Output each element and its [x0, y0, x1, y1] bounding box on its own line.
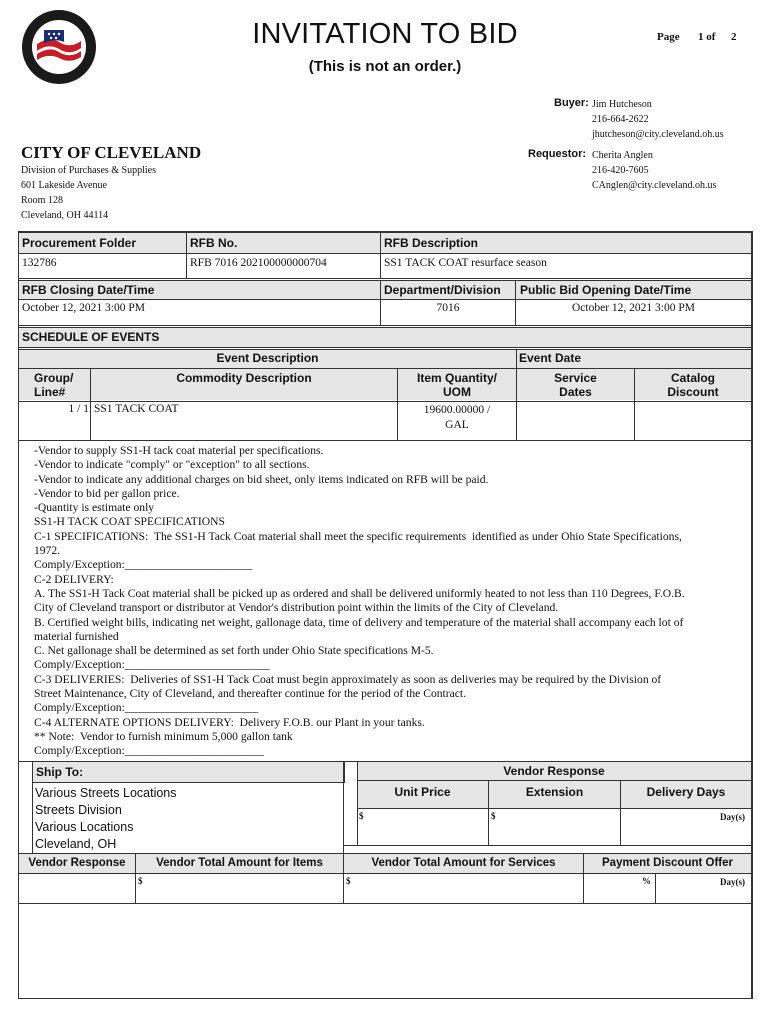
org-name: CITY OF CLEVELAND	[21, 143, 202, 162]
bid-specifications-text	[34, 444, 750, 759]
total-services-label: Vendor Total Amount for Services	[371, 857, 556, 869]
unit-price-dollar: $	[359, 811, 364, 821]
catalog-discount-header	[635, 371, 751, 399]
buyer-name: Jim Hutcheson	[592, 99, 652, 110]
uom-label: UOM	[443, 385, 471, 399]
discount-days-input[interactable]	[657, 874, 717, 902]
address-line: Cleveland, OH 44114	[21, 210, 109, 221]
total-items-label: Vendor Total Amount for Items	[156, 857, 323, 869]
schedule-of-events-label: SCHEDULE OF EVENTS	[22, 330, 160, 344]
closing-date-label: RFB Closing Date/Time	[22, 283, 155, 297]
extension-dollar: $	[491, 811, 496, 821]
specification-line: A. The SS1-H Tack Coat material shall be picked up as ordered and shall be delivered uniformly heated to not less than 110 Degrees, F.O.B.	[34, 586, 685, 600]
specification-line: -Vendor to bid per gallon price.	[34, 486, 180, 500]
ship-to-label: Ship To:	[36, 765, 84, 779]
procurement-folder-value: 132786	[22, 257, 57, 269]
catalog-label: Catalog	[670, 371, 715, 385]
specification-line: -Vendor to indicate "comply" or "exception" to all sections.	[34, 458, 310, 472]
closing-date-value: October 12, 2021 3:00 PM	[22, 302, 145, 314]
unit-price-input[interactable]	[359, 820, 487, 844]
page-total: 2	[731, 31, 737, 43]
specification-line: -Quantity is estimate only	[34, 501, 155, 515]
rfb-no-value: RFB 7016 202100000000704	[190, 257, 327, 269]
buyer-info	[592, 97, 724, 142]
ship-to-line: Cleveland, OH	[35, 837, 117, 851]
delivery-days-suffix: Day(s)	[720, 812, 745, 822]
quantity-uom-header	[398, 371, 516, 399]
specification-line: -Vendor to indicate any additional charges on bid sheet, only items indicated on RFB will be paid.	[34, 472, 489, 486]
specification-line: C-4 ALTERNATE OPTIONS DELIVERY: Delivery F.O.B. our Plant in your tanks.	[34, 715, 425, 729]
specification-line: C-2 DELIVERY:	[34, 572, 114, 586]
discount-label: Discount	[667, 385, 719, 399]
commodity-value: SS1 TACK COAT	[94, 403, 179, 415]
group-label: Group/	[34, 371, 74, 385]
specification-line: Comply/Exception:_________________________	[34, 658, 270, 672]
rfb-description-label: RFB Description	[384, 236, 479, 250]
rfb-no-label: RFB No.	[190, 236, 238, 250]
specification-line: material furnished	[34, 629, 119, 643]
uom-value: GAL	[445, 419, 469, 431]
service-dates-header	[517, 371, 634, 399]
specification-line: C-1 SPECIFICATIONS: The SS1-H Tack Coat material shall meet the specific requirements identified as under Ohio State Specifications,	[34, 529, 682, 543]
specification-line: C-3 DELIVERIES: Deliveries of SS1-H Tack Coat must begin approximately as soon as deliveries may be required by the Division of	[34, 672, 662, 686]
item-quantity-label: Item Quantity/	[416, 371, 497, 385]
requestor-name: Cherita Anglen	[592, 150, 653, 161]
specification-line: Comply/Exception:_______________________	[34, 701, 259, 715]
address-line: 601 Lakeside Avenue	[21, 180, 107, 191]
extension-label: Extension	[525, 785, 584, 799]
event-description-label: Event Description	[216, 351, 319, 365]
specification-line: City of Cleveland transport or distributor at Vendor's distribution point within the limits of the City of Cleveland.	[34, 601, 559, 615]
department-value: 7016	[436, 302, 460, 314]
event-date-label: Event Date	[519, 351, 582, 365]
total-items-dollar: $	[138, 876, 143, 886]
total-services-dollar: $	[346, 876, 351, 886]
ship-to-line: Various Locations	[35, 820, 134, 834]
delivery-days-label: Delivery Days	[646, 785, 726, 799]
org-address	[21, 163, 156, 223]
group-line-header	[34, 371, 73, 399]
commodity-description-header: Commodity Description	[176, 371, 312, 385]
item-quantity-value: 19600.00000 /	[423, 404, 491, 416]
total-items-input[interactable]	[146, 874, 342, 902]
vendor-response-label: Vendor Response	[28, 857, 126, 869]
discount-percent: %	[642, 876, 651, 886]
document-subtitle: (This is not an order.)	[308, 58, 462, 75]
specification-line: SS1-H TACK COAT SPECIFICATIONS	[34, 515, 225, 529]
ship-to-address	[35, 785, 177, 853]
requestor-info	[592, 148, 716, 193]
quantity-value	[398, 403, 516, 433]
requestor-email[interactable]: CAnglen@city.cleveland.oh.us	[592, 180, 717, 191]
ship-to-line: Various Streets Locations	[35, 786, 177, 800]
vendor-response-title: Vendor Response	[503, 764, 605, 778]
rfb-description-value: SS1 TACK COAT resurface season	[384, 257, 547, 269]
specification-line: 1972.	[34, 544, 61, 558]
procurement-folder-label: Procurement Folder	[22, 236, 137, 250]
extension-input[interactable]	[491, 820, 619, 844]
total-services-input[interactable]	[354, 874, 582, 902]
requestor-phone: 216-420-7605	[592, 165, 649, 176]
page-of: 1 of	[698, 31, 716, 43]
buyer-label: Buyer:	[554, 97, 589, 109]
unit-price-label: Unit Price	[394, 785, 451, 799]
specification-line: B. Certified weight bills, indicating net weight, gallonage data, time of delivery and temperature of the material shall accompany each lot of	[34, 615, 684, 629]
discount-percent-input[interactable]	[585, 874, 640, 902]
delivery-days-input[interactable]	[622, 820, 718, 844]
specification-line: C. Net gallonage shall be determined as set forth under Ohio State specifications M-5.	[34, 644, 434, 658]
vendor-response-input[interactable]	[20, 874, 134, 902]
discount-days-suffix: Day(s)	[720, 877, 745, 887]
address-line: Division of Purchases & Supplies	[21, 165, 156, 176]
specification-line: -Vendor to supply SS1-H tack coat material per specifications.	[34, 444, 324, 457]
specification-line: Comply/Exception:______________________	[34, 558, 253, 572]
payment-discount-label: Payment Discount Offer	[602, 857, 733, 869]
page-label: Page	[657, 31, 680, 43]
service-label: Service	[554, 371, 597, 385]
address-line: Room 128	[21, 195, 63, 206]
line-number-value: 1 / 1	[68, 403, 89, 415]
requestor-label: Requestor:	[528, 148, 587, 160]
ship-to-line: Streets Division	[35, 803, 122, 817]
dates-label: Dates	[559, 385, 592, 399]
specification-line: ** Note: Vendor to furnish minimum 5,000 gallon tank	[34, 729, 293, 743]
document-title: INVITATION TO BID	[252, 18, 518, 50]
buyer-email[interactable]: jhutcheson@city.cleveland.oh.us	[592, 129, 724, 140]
specification-line: Street Maintenance, City of Cleveland, and thereafter continue for the period of the Contract.	[34, 687, 467, 701]
buyer-phone: 216-664-2622	[592, 114, 649, 125]
department-division-label: Department/Division	[384, 283, 501, 297]
specification-line: Comply/Exception:________________________	[34, 744, 264, 758]
bid-opening-label: Public Bid Opening Date/Time	[520, 283, 692, 297]
bid-opening-value: October 12, 2021 3:00 PM	[572, 302, 695, 314]
line-label: Line#	[34, 385, 66, 399]
